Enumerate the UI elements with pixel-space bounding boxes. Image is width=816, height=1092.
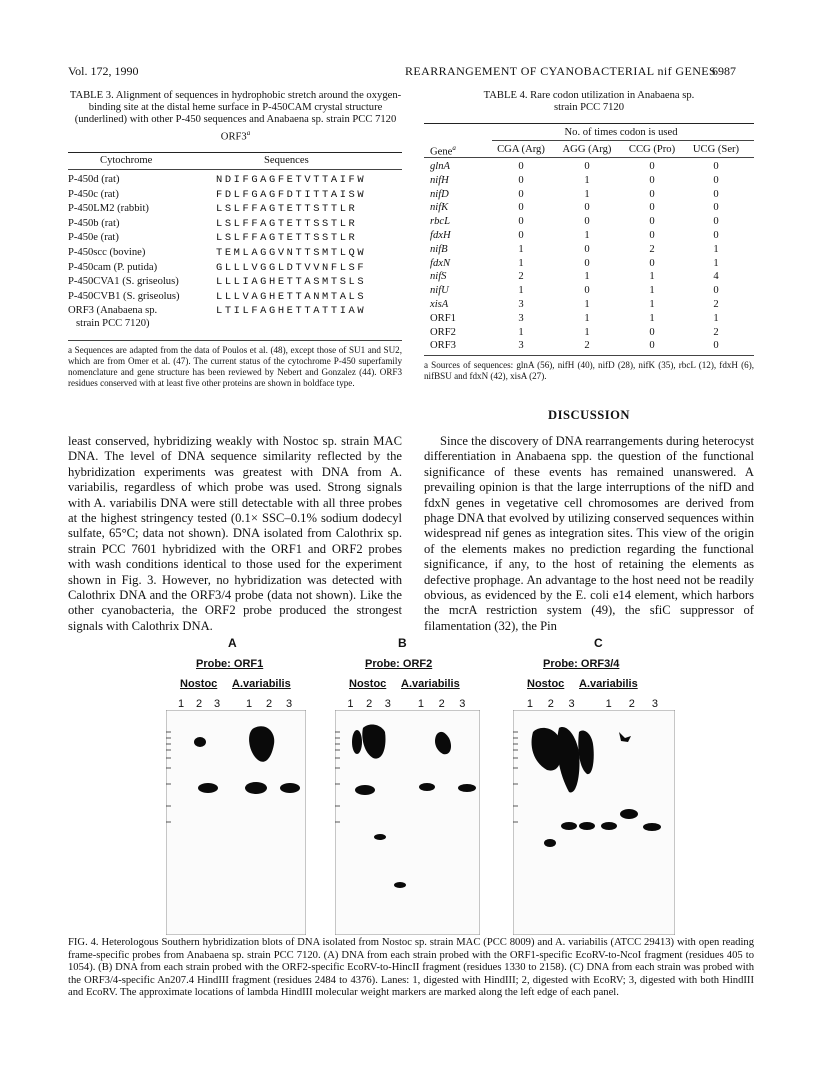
codon-count: 2: [713, 299, 719, 310]
probe-label: Probe: ORF2: [365, 658, 433, 670]
codon-count: 1: [584, 174, 590, 186]
gene-name: ORF3: [430, 340, 456, 352]
codon-count: 2: [649, 243, 655, 255]
table3-body: [68, 174, 402, 354]
codon-count: 0: [518, 202, 524, 214]
codon-count: 0: [713, 202, 719, 214]
panel-letter: B: [398, 636, 407, 650]
hybridization-band: [643, 823, 661, 831]
lane-number: 3: [286, 698, 293, 710]
hybridization-band: [374, 834, 386, 840]
gene-name: nifD: [430, 188, 449, 200]
strain-label-avariabilis: A.variabilis: [401, 678, 460, 690]
results-paragraph: least conserved, hybridizing weakly with Nostoc sp. strain MAC DNA. The level of DNA sequence similarity reflected by the hybridization experiments was greatest with DNA from A. variabilis, regardless of which probe was used. Strong signals with A. variabilis DNA were still detectable with all three probes at the highest stringency tested (0.1× SSC–0.1% sodium dodecyl sulfate, 65°C; data not shown). DNA isolated from Calothrix sp. strain PCC 7601 hybridized with the ORF1 and ORF2 probes with wash conditions identical to those used for the experiment shown in Fig. 3. However, no hybridization was detected with Calothrix DNA and the ORF3/4 probe (data not shown). Like the other cyanobacteria, the ORF2 probe produced the strongest signals with Calothrix DNA.: [68, 434, 402, 633]
codon-count: 0: [649, 161, 655, 172]
lane-number: 3: [384, 698, 391, 710]
codon-count: 0: [584, 216, 590, 228]
hybridization-band: [280, 783, 300, 793]
codon-count: 1: [584, 326, 590, 338]
table4-column-header: CCG (Pro): [628, 144, 676, 155]
codon-count: 0: [518, 216, 524, 228]
table3-col-sequences: Sequences: [264, 155, 309, 166]
lane-number: 2: [266, 698, 273, 710]
lane-number: 1: [347, 698, 354, 710]
codon-count: 0: [649, 174, 655, 186]
codon-count: 0: [649, 188, 655, 200]
codon-count: 2: [518, 271, 524, 283]
hybridization-band: [561, 822, 577, 830]
cytochrome-name: P-450c (rat): [68, 188, 119, 200]
sequence: TEMLAGGVNTTSMTLQW: [216, 247, 367, 259]
codon-count: 0: [584, 243, 590, 255]
lane-number: 2: [547, 698, 554, 710]
codon-count: 0: [518, 188, 524, 200]
lane-number: 1: [417, 698, 424, 710]
strain-label-nostoc: Nostoc: [349, 678, 387, 690]
strain-label-nostoc: Nostoc: [527, 678, 565, 690]
codon-count: 0: [713, 285, 719, 297]
hybridization-band: [194, 737, 206, 747]
sequence: LLLVAGHETTANMTALS: [216, 290, 367, 303]
sequence: LSLFFAGTETTSSTLR: [216, 217, 358, 230]
cytochrome-name: P-450CVB1 (S. griseolus): [68, 290, 180, 302]
codon-count: 1: [584, 299, 590, 310]
hybridization-band: [198, 783, 218, 793]
codon-count: 0: [649, 340, 655, 352]
codon-count: 0: [584, 257, 590, 269]
table4-column-header: CGA (Arg): [497, 144, 545, 155]
lane-number: 3: [651, 698, 658, 710]
cytochrome-name: P-450cam (P. putida): [68, 261, 158, 273]
strain-label-avariabilis: A.variabilis: [232, 678, 291, 690]
table3-caption: TABLE 3. Alignment of sequences in hydrophobic stretch around the oxygen-binding site at the distal heme surface in P-450CAM crystal structure (underlined) with other P-450 sequences and Anabaena sp. strain PCC 7120 ORF3$^a$: [69, 90, 402, 143]
lane-number: 1: [178, 698, 185, 710]
sequence: LSLFFAGTETTSTTLR: [216, 203, 358, 216]
cytochrome-name: P-450d (rat): [68, 174, 120, 185]
sequence: LLLIAGHETTASMTSLS: [216, 276, 367, 289]
sequence: LTILFAGHETTATTIAW: [216, 305, 367, 318]
hybridization-band: [355, 785, 375, 795]
codon-count: 1: [518, 243, 524, 255]
strain-label-avariabilis: A.variabilis: [579, 678, 638, 690]
table4-col-gene: Gene$^a$: [430, 144, 456, 158]
codon-count: 0: [713, 340, 719, 352]
table3-footnote: a Sequences are adapted from the data of Poulos et al. (48), except those of SU1 and SU2, which are from Omer et al. (47). The current status of the cytochrome P-450 superfamily nomenclature and gene structure has been reviewed by Nebert and Gonzalez (44). ORF3 residues conserved with at least five other proteins are shown in boldface type.: [68, 345, 402, 388]
lane-number: 1: [246, 698, 253, 710]
cytochrome-name: P-450scc (bovine): [68, 247, 146, 258]
table4-column-header: AGG (Arg): [562, 144, 612, 155]
codon-count: 1: [584, 271, 590, 283]
codon-count: 1: [713, 243, 719, 255]
codon-count: 2: [584, 340, 590, 352]
sequence: FDLFGAGFDTITTAISW: [216, 188, 367, 201]
blot-image: [513, 710, 675, 935]
figure-caption: FIG. 4. Heterologous Southern hybridization blots of DNA isolated from Nostoc sp. strain MAC (PCC 8009) and A. variabilis (ATCC 29413) with open reading frame-specific probes from Anabaena sp. strain PCC 7120. (A) DNA from each strain probed with the ORF1-specific EcoRV-to-NcoI fragment (residues 405 to 1054). (B) DNA from each strain probed with the ORF2-specific EcoRV-to-HincII fragment (residues 1330 to 2158). (C) DNA from each strain was probed with the ORF3/4-specific An207.4 HindIII fragment (residues 2484 to 4376). Lanes: 1, digested with HindIII; 2, digested with EcoRV; 3, digested with both HindIII and EcoRV. The approximate locations of lambda HindIII molecular weight markers are marked along the left edge of each panel.: [68, 937, 754, 999]
codon-count: 0: [713, 230, 719, 241]
table4-column-header: UCG (Ser): [692, 144, 740, 155]
figure-4: [0, 630, 816, 950]
table4-caption: TABLE 4. Rare codon utilization in Anabaena sp. strain PCC 7120: [483, 90, 695, 114]
codon-count: 0: [649, 326, 655, 338]
codon-count: 1: [584, 230, 590, 241]
page-number: 6987: [712, 64, 736, 78]
codon-count: 3: [518, 299, 524, 310]
codon-count: 1: [649, 299, 655, 310]
lane-number: 2: [196, 698, 203, 710]
gene-name: fdxN: [430, 257, 451, 269]
strain-label-nostoc: Nostoc: [180, 678, 218, 690]
sequence: NDIFGAGFETVTTAIFW: [216, 174, 367, 186]
table4-footnote: a Sources of sequences: glnA (56), nifH (40), nifD (28), nifK (35), rbcL (12), fdxH (6), nifBSU and fdxN (42), xisA (27).: [424, 360, 754, 381]
codon-count: 0: [649, 230, 655, 241]
gene-name: fdxH: [430, 230, 451, 241]
codon-count: 3: [518, 340, 524, 352]
codon-count: 0: [713, 216, 719, 228]
codon-count: 0: [713, 188, 719, 200]
cytochrome-name: P-450CVA1 (S. griseolus): [68, 276, 179, 288]
lane-number: 2: [628, 698, 635, 710]
lane-number: 2: [366, 698, 373, 710]
codon-count: 0: [649, 202, 655, 214]
hybridization-band: [352, 730, 362, 754]
hybridization-band: [601, 822, 617, 830]
codon-count: 4: [713, 271, 719, 283]
table4-col-group: No. of times codon is used: [564, 127, 678, 138]
codon-count: 0: [518, 174, 524, 186]
codon-count: 1: [713, 312, 719, 324]
codon-count: 2: [713, 326, 719, 338]
gene-name: nifH: [430, 174, 449, 186]
gene-name: ORF2: [430, 326, 456, 338]
codon-count: 1: [649, 271, 655, 283]
gene-name: nifU: [430, 285, 449, 297]
codon-count: 0: [649, 216, 655, 228]
lane-number: 1: [605, 698, 612, 710]
codon-count: 1: [649, 285, 655, 297]
running-header-volume: Vol. 172, 1990: [68, 64, 139, 78]
gene-name: rbcL: [430, 216, 451, 228]
hybridization-band: [579, 822, 595, 830]
blot-image: [166, 710, 306, 935]
table4-body: [424, 161, 754, 352]
table4-column-headers: [424, 144, 754, 158]
gene-name: ORF1: [430, 312, 456, 324]
codon-count: 0: [584, 161, 590, 172]
table3-col-cytochrome: Cytochrome: [100, 155, 153, 166]
table-row-continuation: strain PCC 7120): [76, 318, 150, 329]
gene-name: xisA: [430, 299, 449, 310]
codon-count: 1: [518, 257, 524, 269]
codon-count: 0: [518, 161, 524, 172]
codon-count: 0: [713, 174, 719, 186]
lane-number: 2: [438, 698, 445, 710]
sequence: LSLFFAGTETTSSTLR: [216, 232, 358, 245]
discussion-heading: DISCUSSION: [548, 408, 630, 422]
hybridization-band: [544, 839, 556, 847]
codon-count: 0: [518, 230, 524, 241]
panel-letter: A: [228, 636, 237, 650]
discussion-paragraph: Since the discovery of DNA rearrangements during heterocyst differentiation in Anabaena spp. the question of the functional significance of these events has remained unanswered. A prevailing opinion is that the large interruptions of the nifD and fdxN genes in vegetative cell chromosomes are derived from phage DNA that evolved by utilizing conserved sequences within widespread nif genes as integration sites. This view of the origin of the elements makes no prediction regarding the functional significance, if any, to the host of retaining the elements as defective prophage. An advantage to the host need not be readily obvious, as evidenced by the E. coli e14 element, which harbors the mcrA restriction system (49), the sfiC suppressor of filamentation (32), the Pin: [424, 434, 754, 633]
probe-label: Probe: ORF3/4: [543, 658, 620, 670]
codon-count: 1: [518, 326, 524, 338]
probe-label: Probe: ORF1: [196, 658, 264, 670]
codon-count: 0: [584, 285, 590, 297]
gene-name: nifK: [430, 202, 449, 214]
sequence: GLLLVGGLDTVVNFLSF: [216, 261, 367, 274]
lane-number: 3: [459, 698, 466, 710]
hybridization-band: [419, 783, 435, 791]
codon-count: 0: [649, 257, 655, 269]
codon-count: 0: [713, 161, 719, 172]
codon-count: 1: [713, 257, 719, 269]
cytochrome-name: ORF3 (Anabaena sp.: [68, 305, 158, 317]
hybridization-band: [245, 782, 267, 794]
hybridization-band: [620, 809, 638, 819]
gene-name: glnA: [430, 161, 451, 172]
panel-letter: C: [594, 636, 603, 650]
lane-number: 3: [568, 698, 575, 710]
codon-count: 0: [584, 202, 590, 214]
hybridization-band: [458, 784, 476, 792]
cytochrome-name: P-450e (rat): [68, 232, 119, 244]
gene-name: nifB: [430, 243, 448, 255]
codon-count: 1: [584, 312, 590, 324]
gene-name: nifS: [430, 271, 447, 283]
codon-count: 1: [649, 312, 655, 324]
blot-image: [335, 710, 480, 935]
codon-count: 1: [584, 188, 590, 200]
running-header-title: REARRANGEMENT OF CYANOBACTERIAL nif GENES: [405, 64, 717, 78]
hybridization-band: [394, 882, 406, 888]
cytochrome-name: P-450LM2 (rabbit): [68, 203, 149, 215]
blot-membrane: [166, 710, 306, 935]
cytochrome-name: P-450b (rat): [68, 217, 120, 229]
lane-number: 1: [526, 698, 533, 710]
codon-count: 3: [518, 312, 524, 324]
lane-number: 3: [214, 698, 221, 710]
codon-count: 1: [518, 285, 524, 297]
